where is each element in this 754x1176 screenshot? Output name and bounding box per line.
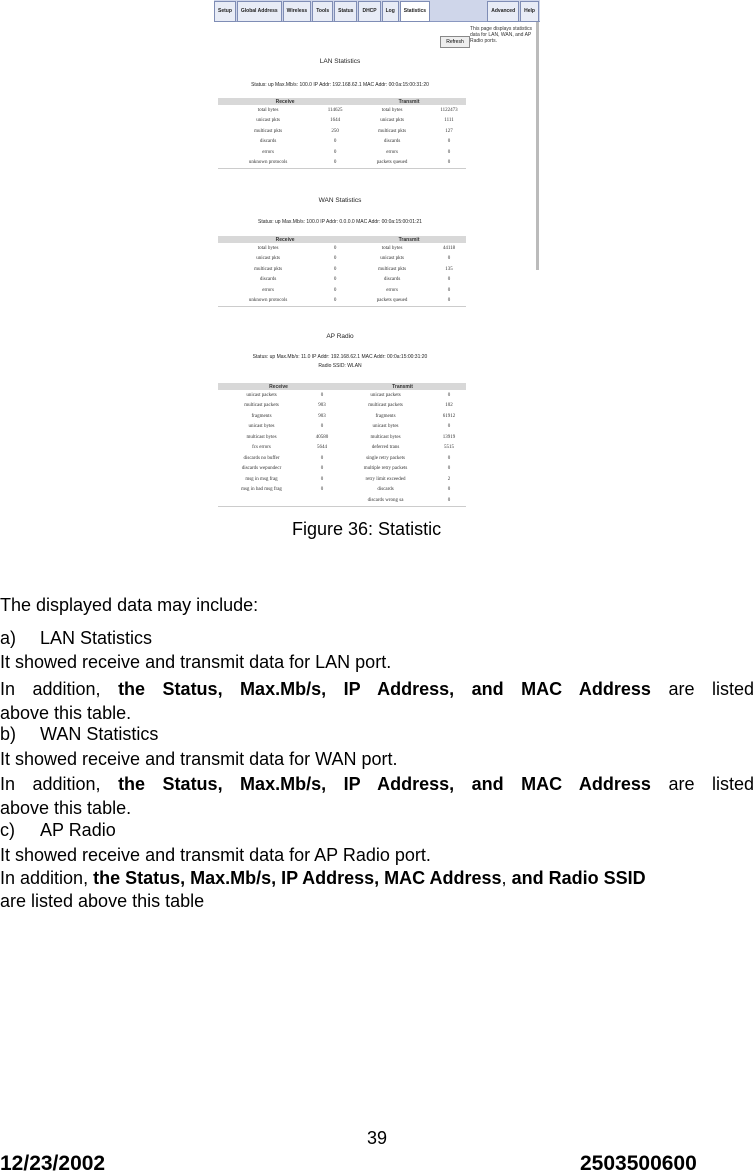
transmit-value: 0 xyxy=(447,487,451,493)
transmit-label: retry limit exceeded xyxy=(365,476,406,482)
section-a-heading xyxy=(0,626,152,650)
nav-spacer xyxy=(431,0,487,21)
receive-label: total bytes xyxy=(257,245,279,251)
receive-value: 0 xyxy=(318,158,352,169)
transmit-value: 1122473 xyxy=(440,107,458,113)
tab-wireless[interactable]: Wireless xyxy=(283,1,312,22)
stats-row xyxy=(218,158,466,169)
transmit-header: Transmit xyxy=(352,236,466,243)
nav-bar xyxy=(214,0,540,22)
receive-label: multicast pkts xyxy=(254,266,283,272)
transmit-label: total bytes xyxy=(381,107,403,113)
receive-value: 0 xyxy=(320,487,324,493)
wan-status: Status: up Max.Mb/s: 100.0 IP Addr: 0.0.0.0 MAC Addr: 00:0a:15:00:01:21 xyxy=(258,219,422,225)
receive-value: 0 xyxy=(320,466,324,472)
section-a-desc: It showed receive and transmit data for LAN port. xyxy=(0,652,392,672)
transmit-value: 0 xyxy=(447,256,451,262)
receive-value: 0 xyxy=(333,277,337,283)
transmit-value: 1111 xyxy=(444,118,454,124)
receive-value: 250 xyxy=(331,128,339,134)
stats-row xyxy=(218,464,466,475)
tab-dhcp[interactable]: DHCP xyxy=(358,1,380,22)
transmit-label: total bytes xyxy=(381,245,403,251)
receive-value: 0 xyxy=(333,149,337,155)
stats-row xyxy=(218,254,466,265)
receive-value: 0 xyxy=(333,256,337,262)
stats-row xyxy=(218,105,466,116)
section-name: LAN Statistics xyxy=(40,628,153,648)
transmit-value: 0 xyxy=(447,455,451,461)
section-c-addition xyxy=(0,866,754,890)
receive-header: Receive xyxy=(218,383,339,390)
statistics-screenshot xyxy=(214,0,540,516)
transmit-label: multicast bytes xyxy=(370,434,401,440)
section-a-addition xyxy=(0,677,754,701)
transmit-value: 0 xyxy=(432,158,466,169)
ap-table xyxy=(218,383,466,507)
ap-status: Status: up Max.Mb/s: 11.0 IP Addr: 192.168.62.1 MAC Addr: 00:0a:15:00:31:20 xyxy=(252,354,428,360)
transmit-label: errors xyxy=(386,149,398,155)
tab-setup[interactable]: Setup xyxy=(214,1,236,22)
transmit-header: Transmit xyxy=(339,383,466,390)
transmit-value: 127 xyxy=(445,128,453,134)
stats-row xyxy=(218,116,466,127)
stats-row xyxy=(218,401,466,412)
addition-fields: the Status, Max.Mb/s, IP Address, and MAC Address xyxy=(118,679,651,699)
transmit-value: 0 xyxy=(447,139,451,145)
transmit-value: 0 xyxy=(432,495,466,506)
receive-label: discards no buffer xyxy=(243,455,280,461)
addition-fields: the Status, Max.Mb/s, IP Address, MAC Address xyxy=(93,868,502,888)
transmit-value: 0 xyxy=(432,296,466,307)
receive-label: errors xyxy=(262,287,274,293)
tab-advanced[interactable]: Advanced xyxy=(487,1,519,22)
tab-log[interactable]: Log xyxy=(382,1,399,22)
section-label: b) xyxy=(0,724,17,744)
receive-label: discards xyxy=(259,277,277,283)
receive-label: unicast pkts xyxy=(256,118,280,124)
lan-title: LAN Statistics xyxy=(319,58,361,65)
stats-row xyxy=(218,485,466,496)
receive-value xyxy=(305,495,339,506)
receive-label: unknown protocols xyxy=(218,158,318,169)
section-c-tail: are listed above this table xyxy=(0,891,205,911)
transmit-value: 0 xyxy=(447,392,451,398)
section-c-heading xyxy=(0,818,116,842)
receive-value: 0 xyxy=(333,139,337,145)
receive-label: total bytes xyxy=(257,107,279,113)
transmit-label: unicast pkts xyxy=(380,256,404,262)
ap-ssid: Radio SSID: WLAN xyxy=(318,363,362,369)
stats-row xyxy=(218,390,466,401)
stats-row xyxy=(218,453,466,464)
receive-value: 5644 xyxy=(317,445,328,451)
transmit-value: 2 xyxy=(447,476,451,482)
section-a-tail: above this table. xyxy=(0,703,132,723)
receive-label: fcs errors xyxy=(252,445,271,451)
section-name: AP Radio xyxy=(40,820,116,840)
stats-row xyxy=(218,147,466,158)
transmit-label: multiple retry packets xyxy=(363,466,408,472)
receive-value: 903 xyxy=(318,403,326,409)
lan-status: Status: up Max.Mb/s: 100.0 IP Addr: 192.168.62.1 MAC Addr: 00:0a:15:00:31:20 xyxy=(251,82,429,88)
receive-value: 114625 xyxy=(327,107,343,113)
footer-date: 12/23/2002 xyxy=(0,1152,106,1175)
transmit-value: 0 xyxy=(447,277,451,283)
ap-title: AP Radio xyxy=(326,333,354,340)
transmit-header: Transmit xyxy=(352,98,466,105)
transmit-value: 13919 xyxy=(442,434,456,440)
receive-label: unknown protocols xyxy=(218,296,318,307)
scrollbar[interactable] xyxy=(536,22,539,270)
lan-table xyxy=(218,98,466,169)
addition-prefix: In addition, xyxy=(0,868,89,888)
transmit-value: 61912 xyxy=(442,413,456,419)
receive-label: discards wepundecr xyxy=(241,466,282,472)
tab-tools[interactable]: Tools xyxy=(312,1,333,22)
addition-fields-2: and Radio SSID xyxy=(511,868,646,888)
receive-label: unicast pkts xyxy=(256,256,280,262)
receive-label: unicast packets xyxy=(246,392,277,398)
page-number: 39 xyxy=(366,1128,388,1148)
transmit-label: unicast bytes xyxy=(372,424,399,430)
receive-header: Receive xyxy=(218,98,352,105)
addition-suffix: are listed xyxy=(668,679,754,699)
receive-label: multicast pkts xyxy=(254,128,283,134)
transmit-value: 135 xyxy=(445,266,453,272)
stats-row xyxy=(218,474,466,485)
section-b-tail: above this table. xyxy=(0,798,132,818)
wan-table xyxy=(218,236,466,307)
receive-value: 0 xyxy=(320,455,324,461)
section-name: WAN Statistics xyxy=(40,724,159,744)
transmit-value: 5515 xyxy=(444,445,454,451)
stats-row xyxy=(218,264,466,275)
stats-row xyxy=(218,432,466,443)
tab-global-address[interactable]: Global Address xyxy=(237,1,282,22)
transmit-label: deferred trans xyxy=(371,445,400,451)
receive-value: 0 xyxy=(333,266,337,272)
receive-value: 40580 xyxy=(315,434,329,440)
transmit-label: discards xyxy=(383,139,401,145)
wan-title: WAN Statistics xyxy=(318,197,362,204)
figure-caption: Figure 36: Statistic xyxy=(292,519,442,539)
footer-doc-number: 2503500600 xyxy=(580,1152,697,1175)
tab-help[interactable]: Help xyxy=(520,1,539,22)
receive-label: multicast bytes xyxy=(246,434,277,440)
transmit-value: 0 xyxy=(447,149,451,155)
receive-label: errors xyxy=(262,149,274,155)
receive-header: Receive xyxy=(218,236,352,243)
receive-label: fragments xyxy=(251,413,272,419)
stats-row xyxy=(218,411,466,422)
stats-row xyxy=(218,243,466,254)
receive-value: 0 xyxy=(333,287,337,293)
receive-value: 0 xyxy=(318,296,352,307)
transmit-value: 44118 xyxy=(442,245,456,251)
transmit-label: discards xyxy=(383,277,401,283)
transmit-label: unicast packets xyxy=(370,392,401,398)
receive-label xyxy=(218,495,305,506)
transmit-label: discards wrong sa xyxy=(339,495,432,506)
transmit-label: multicast packets xyxy=(368,403,403,409)
receive-value: 0 xyxy=(333,245,337,251)
addition-comma: , xyxy=(501,868,507,888)
transmit-label: multicast pkts xyxy=(378,266,407,272)
section-label: a) xyxy=(0,628,17,648)
receive-value: 0 xyxy=(320,476,324,482)
stats-row xyxy=(218,443,466,454)
stats-row xyxy=(218,126,466,137)
transmit-label: multicast pkts xyxy=(378,128,407,134)
transmit-label: errors xyxy=(386,287,398,293)
section-c-desc: It showed receive and transmit data for AP Radio port. xyxy=(0,845,431,865)
addition-prefix: In addition, xyxy=(0,774,101,794)
transmit-label: fragments xyxy=(375,413,396,419)
stats-row xyxy=(218,275,466,286)
receive-label: msg in bad msg frag xyxy=(241,487,282,493)
transmit-value: 102 xyxy=(445,403,453,409)
help-hint: This page displays statistics data for LAN, WAN, and AP Radio ports. xyxy=(470,26,532,44)
transmit-label: packets queued xyxy=(352,158,432,169)
transmit-label: unicast pkts xyxy=(380,118,404,124)
receive-value: 903 xyxy=(318,413,326,419)
section-b-heading xyxy=(0,722,158,746)
section-b-addition xyxy=(0,772,754,796)
transmit-label: discards xyxy=(377,487,394,493)
transmit-value: 0 xyxy=(447,424,451,430)
transmit-label: single retry packets xyxy=(366,455,405,461)
addition-fields: the Status, Max.Mb/s, IP Address, and MAC Address xyxy=(118,774,651,794)
stats-row xyxy=(218,422,466,433)
receive-label: discards xyxy=(259,139,277,145)
receive-value: 0 xyxy=(320,392,324,398)
transmit-label: packets queued xyxy=(352,296,432,307)
receive-label: msg in msg frag xyxy=(245,476,278,482)
receive-value: 1644 xyxy=(330,118,341,124)
tab-status[interactable]: Status xyxy=(334,1,357,22)
transmit-value: 0 xyxy=(447,287,451,293)
receive-value: 0 xyxy=(320,424,324,430)
section-label: c) xyxy=(0,820,15,840)
section-b-desc: It showed receive and transmit data for WAN port. xyxy=(0,749,398,769)
refresh-button[interactable]: Refresh xyxy=(440,36,470,48)
stats-row xyxy=(218,495,466,506)
addition-suffix: are listed xyxy=(668,774,754,794)
addition-prefix: In addition, xyxy=(0,679,101,699)
tab-statistics[interactable]: Statistics xyxy=(400,1,430,22)
stats-row xyxy=(218,137,466,148)
receive-label: multicast packets xyxy=(244,403,279,409)
receive-label: unicast bytes xyxy=(248,424,275,430)
stats-row xyxy=(218,285,466,296)
stats-row xyxy=(218,296,466,307)
intro-text: The displayed data may include: xyxy=(0,595,259,615)
transmit-value: 0 xyxy=(447,466,451,472)
